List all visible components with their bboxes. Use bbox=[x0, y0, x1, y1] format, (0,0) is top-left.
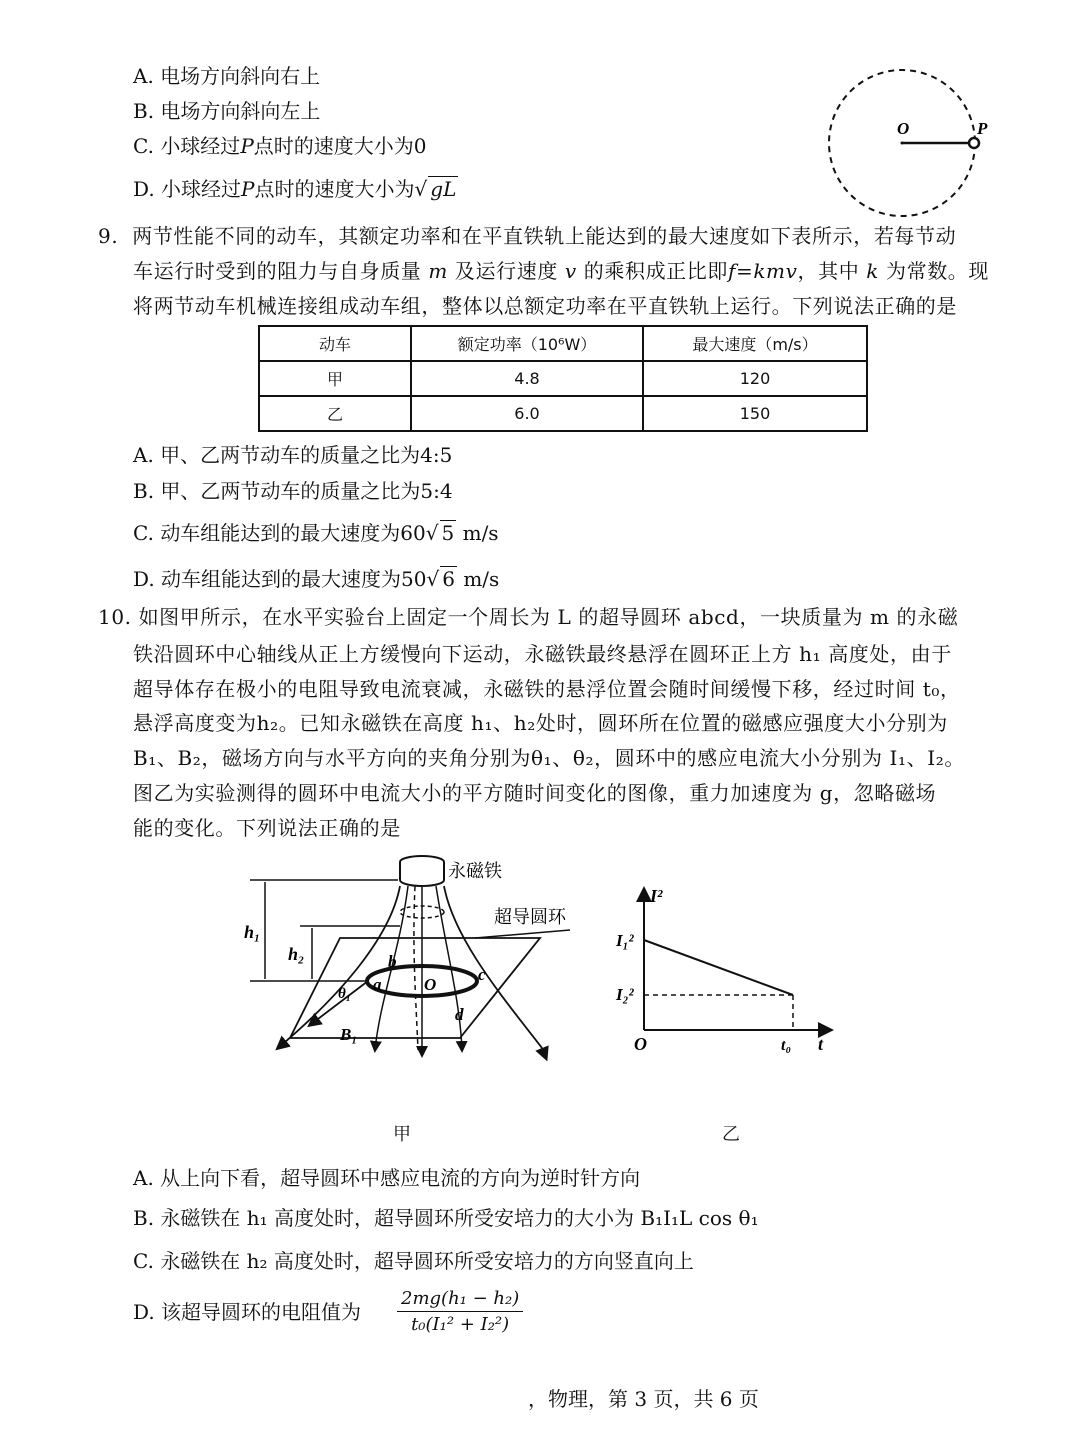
q9-option-a: A. 甲、乙两节动车的质量之比为4:5 bbox=[133, 443, 453, 467]
label-b1: B₁ bbox=[340, 1025, 358, 1044]
figure-jia bbox=[240, 850, 590, 1100]
q9-option-d: D. 动车组能达到的最大速度为50√ 6 m/s bbox=[133, 567, 500, 591]
svg-text:a: a bbox=[373, 975, 382, 994]
table-header-row: 动车 额定功率（10⁶W） 最大速度（m/s） bbox=[259, 326, 867, 361]
x-axis-label: t bbox=[818, 1034, 824, 1054]
label-h2: h₂ bbox=[288, 944, 305, 964]
q8-option-b: B. 电场方向斜向左上 bbox=[133, 99, 321, 123]
tick-label-i1sq: I₁² bbox=[616, 931, 634, 950]
q10-option-a: A. 从上向下看，超导圆环中感应电流的方向为逆时针方向 bbox=[133, 1166, 641, 1190]
q10-line5: B₁、B₂，磁场方向与水平方向的夹角分别为θ₁、θ₂，圆环中的感应电流大小分别为 I₁、I₂。 bbox=[133, 746, 965, 770]
table-row: 乙 6.0 150 bbox=[259, 396, 867, 431]
tick-label-i2sq: I₂² bbox=[616, 985, 634, 1004]
table-row: 甲 4.8 120 bbox=[259, 361, 867, 396]
q9-line3: 将两节动车机械连接组成动车组，整体以总额定功率在平直铁轨上运行。下列说法正确的是 bbox=[133, 294, 957, 318]
q8-option-c: C. 小球经过P点时的速度大小为0 bbox=[133, 134, 427, 158]
q10-line2: 铁沿圆环中心轴线从正上方缓慢向下运动，永磁铁最终悬浮在圆环正上方 h₁ 高度处，由于 bbox=[133, 642, 952, 666]
q9-line1: 9. 两节性能不同的动车，其额定功率和在平直铁轨上能达到的最大速度如下表所示，若每节动 bbox=[98, 224, 957, 248]
q9-option-b: B. 甲、乙两节动车的质量之比为5:4 bbox=[133, 479, 453, 503]
q9-option-c: C. 动车组能达到的最大速度为60√ 5 m/s bbox=[133, 521, 499, 545]
q10-line3: 超导体存在极小的电阻导致电流衰减，永磁铁的悬浮位置会随时间缓慢下移，经过时间 t₀， bbox=[133, 677, 961, 701]
tick-label-t0: t₀ bbox=[781, 1037, 792, 1054]
q8-option-d: D. 小球经过P点时的速度大小为√ gL bbox=[133, 177, 457, 201]
q10-line1: 10. 如图甲所示，在水平实验台上固定一个周长为 L 的超导圆环 abcd，一块质量为 m 的永磁 bbox=[98, 605, 959, 629]
series-line bbox=[644, 940, 793, 995]
figure-yi-chart bbox=[610, 880, 840, 1060]
q8-option-a: A. 电场方向斜向右上 bbox=[133, 64, 321, 88]
label-o: O bbox=[897, 119, 910, 138]
q10-line6: 图乙为实验测得的圆环中电流大小的平方随时间变化的图像，重力加速度为 g，忽略磁场 bbox=[133, 781, 937, 805]
label-ring: 超导圆环 bbox=[494, 907, 566, 928]
caption-jia: 甲 bbox=[393, 1124, 411, 1145]
q8-circle-figure bbox=[822, 64, 992, 219]
svg-text:b: b bbox=[388, 952, 397, 971]
page-footer: ，物理，第 3 页，共 6 页 bbox=[528, 1387, 759, 1411]
ball-p bbox=[969, 138, 979, 148]
label-magnet: 永磁铁 bbox=[448, 861, 502, 882]
svg-text:O: O bbox=[424, 975, 437, 994]
label-theta1: θ₁ bbox=[338, 986, 352, 1002]
resistance-fraction: $\frac{\text{2mg(h₁ − h₂)}}{\text{t₀(I₁² + I₂²)}}$ bbox=[397, 1288, 523, 1335]
q10-option-b: B. 永磁铁在 h₁ 高度处时，超导圆环所受安培力的大小为 B₁I₁L cos θ₁ bbox=[133, 1206, 759, 1230]
svg-text:d: d bbox=[455, 1005, 464, 1024]
q10-option-c: C. 永磁铁在 h₂ 高度处时，超导圆环所受安培力的方向竖直向上 bbox=[133, 1249, 694, 1273]
q10-line7: 能的变化。下列说法正确的是 bbox=[133, 816, 401, 840]
q9-table bbox=[258, 325, 868, 432]
origin-label: O bbox=[634, 1034, 647, 1054]
label-h1: h₁ bbox=[244, 922, 261, 942]
caption-yi: 乙 bbox=[722, 1124, 740, 1145]
q10-option-d: D. 该超导圆环的电阻值为 bbox=[133, 1300, 362, 1324]
svg-text:c: c bbox=[478, 965, 486, 984]
y-axis-label: I² bbox=[650, 886, 663, 906]
label-p: P bbox=[977, 119, 988, 138]
sqrt-symbol: √ bbox=[414, 177, 428, 201]
q10-line4: 悬浮高度变为h₂。已知永磁铁在高度 h₁、h₂处时，圆环所在位置的磁感应强度大小分别为 bbox=[133, 711, 948, 735]
q9-line2: 车运行时受到的阻力与自身质量 m 及运行速度 v 的乘积成正比即f=kmv，其中 k 为常数。现 bbox=[133, 259, 989, 283]
